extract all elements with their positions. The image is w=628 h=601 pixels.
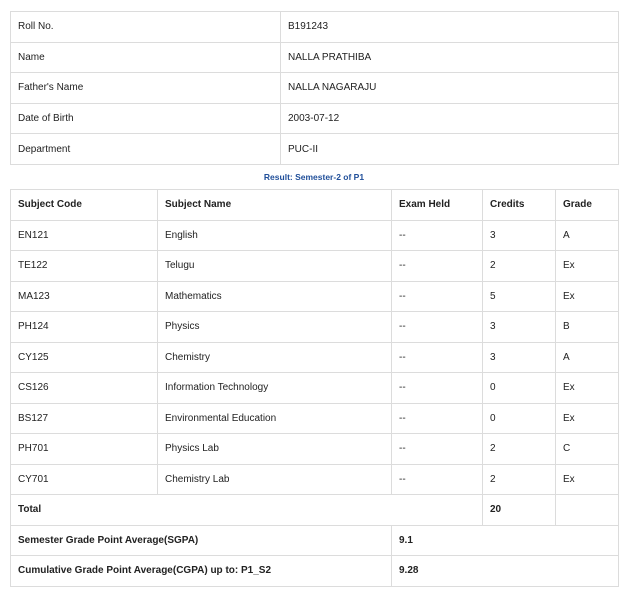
header-subject-name: Subject Name — [158, 190, 392, 221]
results-table — [10, 189, 619, 587]
name-row — [11, 42, 619, 73]
exam-held: -- — [392, 251, 483, 282]
subject-code: PH124 — [11, 312, 158, 343]
credits: 3 — [483, 342, 556, 373]
subject-code: TE122 — [11, 251, 158, 282]
sgpa-value: 9.1 — [392, 525, 619, 556]
subject-name: Physics Lab — [158, 434, 392, 465]
total-label: Total — [11, 495, 483, 526]
grade: Ex — [556, 281, 619, 312]
cgpa-value: 9.28 — [392, 556, 619, 587]
header-credits: Credits — [483, 190, 556, 221]
results-header-row — [11, 190, 619, 221]
grade: Ex — [556, 251, 619, 282]
subject-name: Information Technology — [158, 373, 392, 404]
subject-name: Chemistry — [158, 342, 392, 373]
department-label: Department — [11, 134, 281, 165]
subject-code: EN121 — [11, 220, 158, 251]
grade: A — [556, 342, 619, 373]
credits: 3 — [483, 220, 556, 251]
exam-held: -- — [392, 342, 483, 373]
roll-row — [11, 12, 619, 43]
subject-name: Physics — [158, 312, 392, 343]
grade: Ex — [556, 464, 619, 495]
credits: 0 — [483, 403, 556, 434]
subject-code: CS126 — [11, 373, 158, 404]
table-row — [11, 373, 619, 404]
cgpa-label: Cumulative Grade Point Average(CGPA) up to: P1_S2 — [11, 556, 392, 587]
table-row — [11, 220, 619, 251]
subject-code: CY125 — [11, 342, 158, 373]
name-value: NALLA PRATHIBA — [281, 42, 619, 73]
cgpa-row — [11, 556, 619, 587]
department-row — [11, 134, 619, 165]
subject-name: Mathematics — [158, 281, 392, 312]
exam-held: -- — [392, 434, 483, 465]
grade: C — [556, 434, 619, 465]
header-subject-code: Subject Code — [11, 190, 158, 221]
dob-value: 2003-07-12 — [281, 103, 619, 134]
student-info-table — [10, 11, 619, 165]
exam-held: -- — [392, 312, 483, 343]
exam-held: -- — [392, 464, 483, 495]
grade: A — [556, 220, 619, 251]
exam-held: -- — [392, 281, 483, 312]
subject-code: BS127 — [11, 403, 158, 434]
total-row — [11, 495, 619, 526]
table-row — [11, 342, 619, 373]
credits: 2 — [483, 464, 556, 495]
father-row — [11, 73, 619, 104]
subject-name: Chemistry Lab — [158, 464, 392, 495]
subject-code: MA123 — [11, 281, 158, 312]
exam-held: -- — [392, 403, 483, 434]
credits: 3 — [483, 312, 556, 343]
credits: 2 — [483, 434, 556, 465]
subject-name: Environmental Education — [158, 403, 392, 434]
father-label: Father's Name — [11, 73, 281, 104]
roll-value: B191243 — [281, 12, 619, 43]
subject-code: CY701 — [11, 464, 158, 495]
department-value: PUC-II — [281, 134, 619, 165]
table-row — [11, 403, 619, 434]
header-grade: Grade — [556, 190, 619, 221]
table-row — [11, 251, 619, 282]
dob-label: Date of Birth — [11, 103, 281, 134]
grade: Ex — [556, 403, 619, 434]
subject-name: Telugu — [158, 251, 392, 282]
exam-held: -- — [392, 220, 483, 251]
name-label: Name — [11, 42, 281, 73]
sgpa-row — [11, 525, 619, 556]
grade: Ex — [556, 373, 619, 404]
subject-code: PH701 — [11, 434, 158, 465]
table-row — [11, 281, 619, 312]
credits: 2 — [483, 251, 556, 282]
dob-row — [11, 103, 619, 134]
result-caption: Result: Semester-2 of P1 — [263, 172, 365, 182]
father-value: NALLA NAGARAJU — [281, 73, 619, 104]
table-row — [11, 312, 619, 343]
credits: 0 — [483, 373, 556, 404]
header-exam-held: Exam Held — [392, 190, 483, 221]
roll-label: Roll No. — [11, 12, 281, 43]
total-grade-empty — [556, 495, 619, 526]
subject-name: English — [158, 220, 392, 251]
sgpa-label: Semester Grade Point Average(SGPA) — [11, 525, 392, 556]
table-row — [11, 434, 619, 465]
table-row — [11, 464, 619, 495]
grade: B — [556, 312, 619, 343]
credits: 5 — [483, 281, 556, 312]
total-credits: 20 — [483, 495, 556, 526]
exam-held: -- — [392, 373, 483, 404]
